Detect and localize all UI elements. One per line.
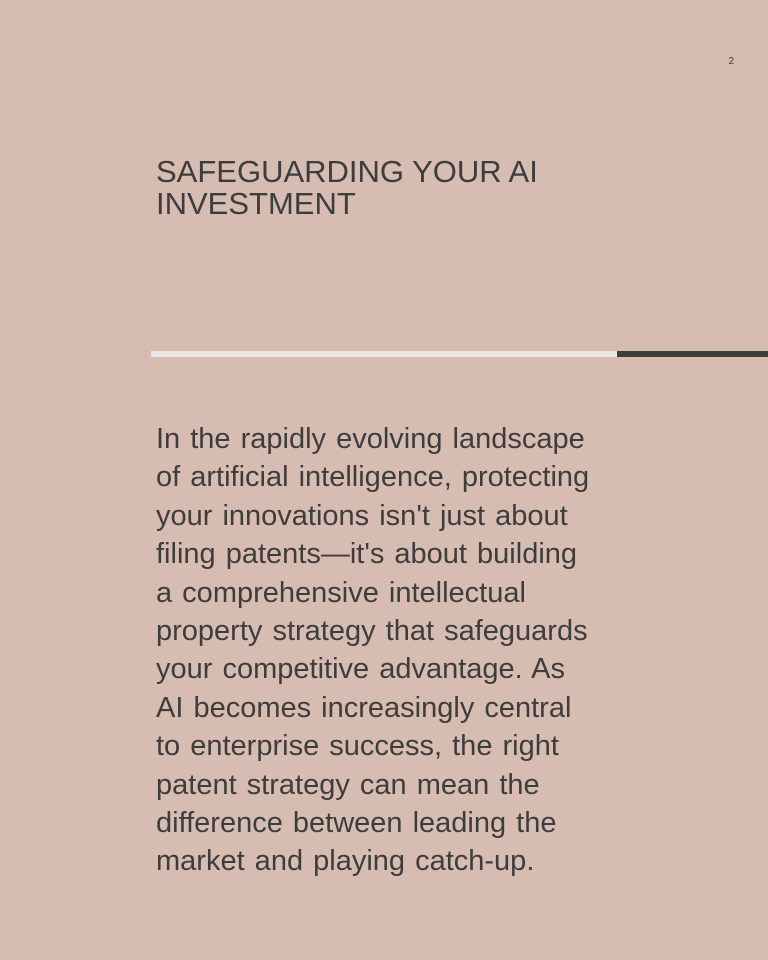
divider-dark <box>617 351 768 357</box>
body-line: patent strategy can mean the <box>156 768 540 801</box>
slide-title-line: INVESTMENT <box>156 186 356 221</box>
body-line: to enterprise success, the right <box>156 730 559 763</box>
body-line: AI becomes increasingly central <box>156 691 572 724</box>
divider-light <box>151 351 617 357</box>
body-line: your competitive advantage. As <box>156 653 566 686</box>
body-line: your innovations isn't just about <box>156 499 568 532</box>
slide-title-line: SAFEGUARDING YOUR AI <box>156 154 538 189</box>
page-number: 2 <box>728 56 734 67</box>
body-line: difference between leading the <box>156 807 557 840</box>
body-line: a comprehensive intellectual <box>156 576 526 609</box>
body-line: market and playing catch-up. <box>156 845 535 878</box>
body-line: filing patents—it's about building <box>156 538 578 571</box>
body-line: In the rapidly evolving landscape <box>156 423 585 455</box>
body-line: property strategy that safeguards <box>156 615 588 648</box>
body-paragraph <box>156 420 636 881</box>
slide-title <box>156 156 716 220</box>
body-line: of artificial intelligence, protecting <box>156 461 590 494</box>
